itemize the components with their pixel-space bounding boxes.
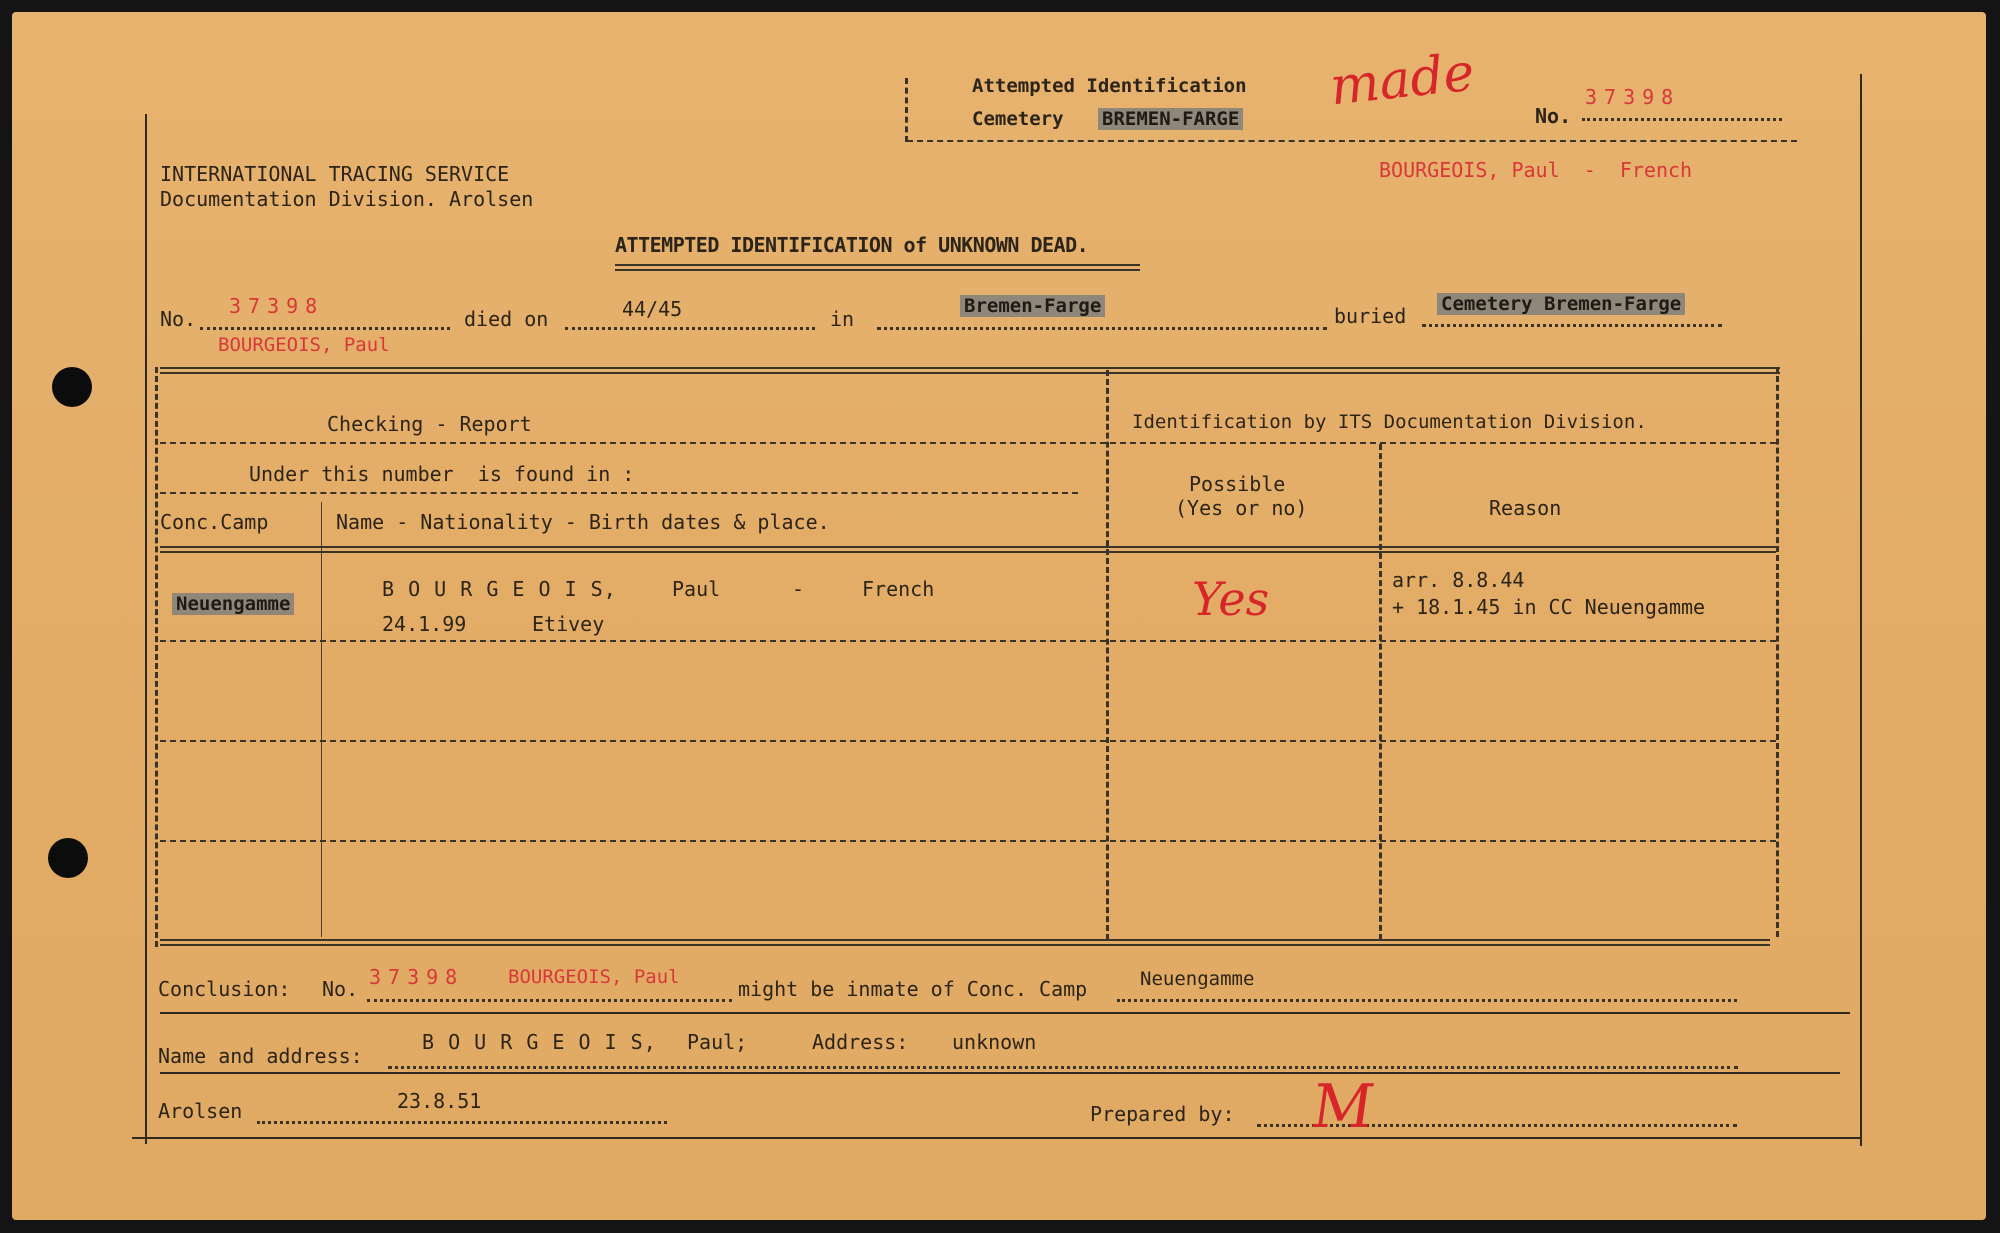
camp-stamp: Neuengamme	[172, 593, 294, 615]
conclusion-name: BOURGEOIS, Paul	[508, 966, 680, 988]
row-birth-date: 24.1.99	[382, 612, 467, 636]
name-address-dots	[388, 1066, 1738, 1069]
row-divider-2	[160, 740, 1776, 742]
divider-possible-reason	[1379, 444, 1382, 940]
place-stamp: Bremen-Farge	[960, 295, 1105, 317]
column-header-divider	[160, 546, 1776, 553]
name-address-label: Name and address:	[158, 1044, 363, 1068]
identification-header: Identification by ITS Documentation Division.	[1132, 411, 1647, 433]
table-left-border	[155, 367, 158, 947]
died-value: 44/45	[622, 297, 683, 321]
header-name-annotation: BOURGEOIS, Paul - French	[1379, 158, 1693, 182]
record-no-dots	[200, 327, 450, 330]
conclusion-mid-text: might be inmate of Conc. Camp	[738, 977, 1088, 1001]
org-line-2: Documentation Division. Arolsen	[160, 187, 534, 211]
row-birth-place: Etivey	[532, 612, 605, 636]
buried-dots	[1422, 324, 1722, 327]
header-box-bottom-border	[907, 140, 1797, 142]
record-name-annotation: BOURGEOIS, Paul	[218, 334, 390, 356]
index-card	[12, 12, 1986, 1220]
header-no-value: 37398	[1585, 85, 1681, 109]
handwritten-made: made	[1327, 42, 1478, 118]
under-number-label: Under this number is found in :	[249, 462, 635, 486]
header-no-dots	[1582, 118, 1782, 121]
footer-place: Arolsen	[158, 1099, 243, 1123]
col-possible-header-1: Possible	[1189, 472, 1286, 496]
row-divider-1	[160, 640, 1776, 642]
footer-date: 23.8.51	[397, 1089, 482, 1113]
checking-report-header: Checking - Report	[327, 412, 532, 436]
record-no-label: No.	[160, 307, 197, 331]
row-surname: B O U R G E O I S,	[382, 577, 617, 601]
subheader-divider	[160, 492, 1078, 494]
in-value	[960, 294, 1105, 318]
header-row-divider	[160, 442, 1776, 444]
conclusion-camp-dots	[1117, 999, 1737, 1002]
in-label: in	[830, 307, 855, 331]
buried-label: buried	[1334, 304, 1407, 328]
conclusion-no-dots	[367, 999, 732, 1002]
punch-hole-top	[52, 367, 92, 407]
conclusion-no-value: 37398	[369, 965, 465, 989]
col-reason-header: Reason	[1489, 496, 1562, 520]
row-given-name: Paul	[672, 577, 721, 601]
title-underline	[615, 264, 1140, 271]
divider-camp-name	[321, 502, 322, 937]
row-reason-line-1: arr. 8.8.44	[1392, 568, 1525, 592]
frame-right-line	[1860, 74, 1862, 1146]
cemetery-stamp: BREMEN-FARGE	[1098, 108, 1243, 130]
org-line-1: INTERNATIONAL TRACING SERVICE	[160, 162, 510, 186]
name-address-surname: B O U R G E O I S,	[422, 1030, 657, 1054]
conclusion-no-label: No.	[322, 977, 359, 1001]
header-box-left-border	[905, 78, 908, 142]
record-no-value: 37398	[229, 294, 325, 318]
divider-report-identification	[1106, 370, 1109, 940]
frame-bottom-line	[132, 1137, 1862, 1139]
header-no-label: No.	[1535, 104, 1572, 128]
name-address-given: Paul;	[687, 1030, 748, 1054]
address-value: unknown	[952, 1030, 1037, 1054]
header-box-title: Attempted Identification	[972, 75, 1247, 97]
table-bottom-border	[160, 939, 1770, 946]
address-label: Address:	[812, 1030, 909, 1054]
col-camp-header: Conc.Camp	[160, 510, 269, 534]
row-divider-3	[160, 840, 1776, 842]
row-possible-handwritten: Yes	[1192, 572, 1270, 626]
name-address-rule	[160, 1072, 1840, 1074]
row-dash: -	[792, 577, 805, 601]
page-title: ATTEMPTED IDENTIFICATION of UNKNOWN DEAD.	[615, 233, 1089, 257]
table-top-border	[160, 367, 1780, 374]
row-nationality: French	[862, 577, 935, 601]
in-dots	[877, 327, 1327, 330]
prepared-by-label: Prepared by:	[1090, 1102, 1235, 1126]
table-right-border	[1776, 367, 1779, 937]
header-box-cemetery-label: Cemetery	[972, 108, 1064, 130]
buried-stamp: Cemetery Bremen-Farge	[1437, 293, 1685, 315]
frame-left-line	[145, 114, 147, 1144]
punch-hole-bottom	[48, 838, 88, 878]
row-reason-line-2: + 18.1.45 in CC Neuengamme	[1392, 595, 1706, 619]
buried-value	[1437, 292, 1685, 316]
header-box-cemetery-value	[1098, 107, 1243, 131]
conclusion-rule	[160, 1012, 1850, 1014]
died-label: died on	[464, 307, 549, 331]
conclusion-camp: Neuengamme	[1140, 968, 1255, 990]
signature: M	[1307, 1072, 1379, 1142]
col-possible-header-2: (Yes or no)	[1175, 496, 1308, 520]
col-name-header: Name - Nationality - Birth dates & place.	[336, 510, 830, 534]
died-dots	[565, 327, 815, 330]
footer-date-dots	[257, 1121, 667, 1124]
row-camp	[172, 592, 294, 616]
conclusion-label: Conclusion:	[158, 977, 291, 1001]
